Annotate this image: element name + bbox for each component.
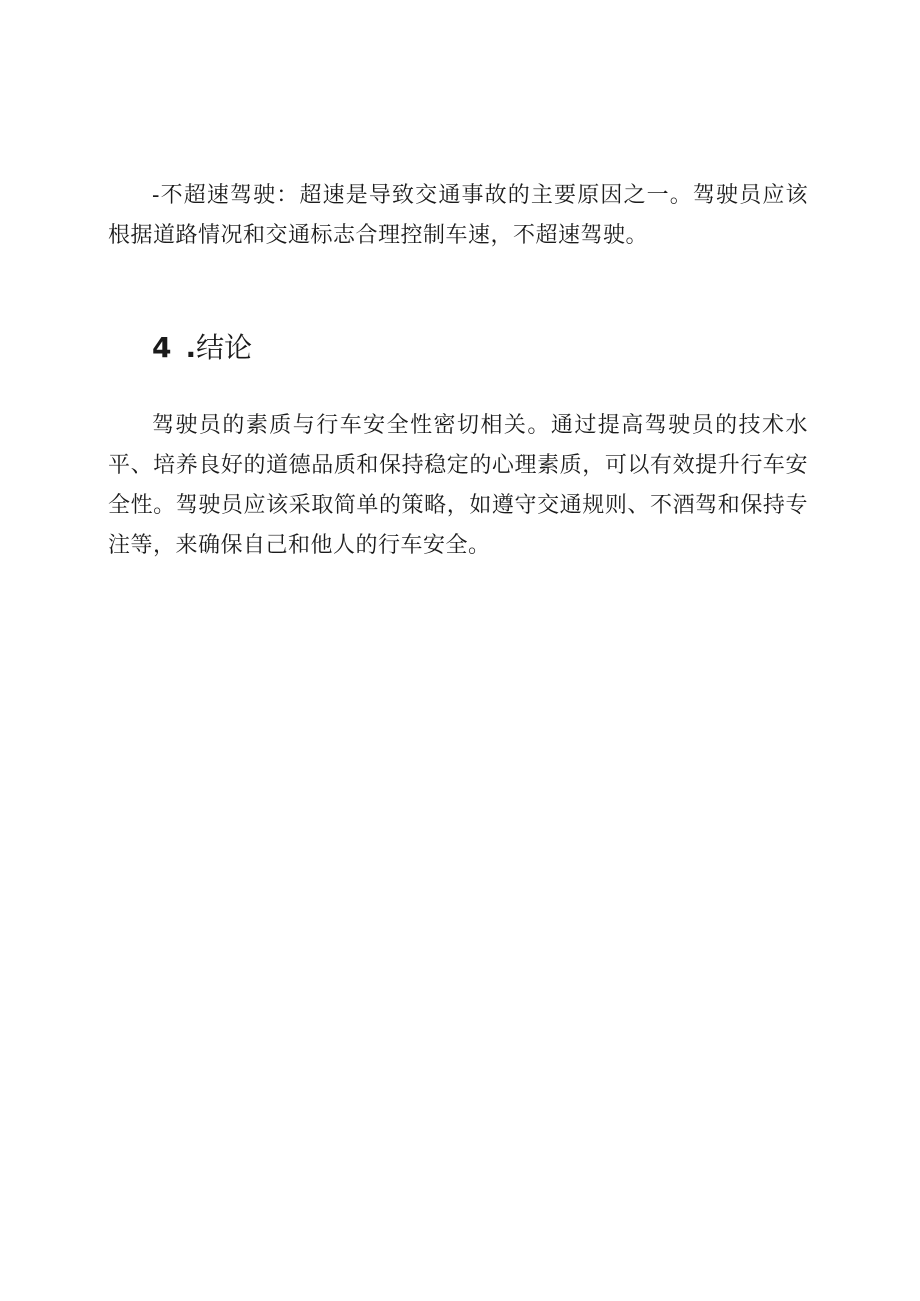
document-body [108,176,808,566]
section-number: 4 [152,331,172,364]
section-title: 结论 [196,331,253,364]
section-heading [152,326,808,370]
section-separator: . [185,331,197,364]
conclusion-paragraph: 驾驶员的素质与行车安全性密切相关。通过提高驾驶员的技术水平、培养良好的道德品质和保持稳定的心理素质，可以有效提升行车安全性。驾驶员应该采取简单的策略，如遵守交通规则、不酒驾和保持专注等，来确保自己和他人的行车安全。 [108,413,808,558]
bullet-paragraph-no-speeding: -不超速驾驶：超速是导致交通事故的主要原因之一。驾驶员应该根据道路情况和交通标志合理控制车速，不超速驾驶。 [108,183,808,248]
